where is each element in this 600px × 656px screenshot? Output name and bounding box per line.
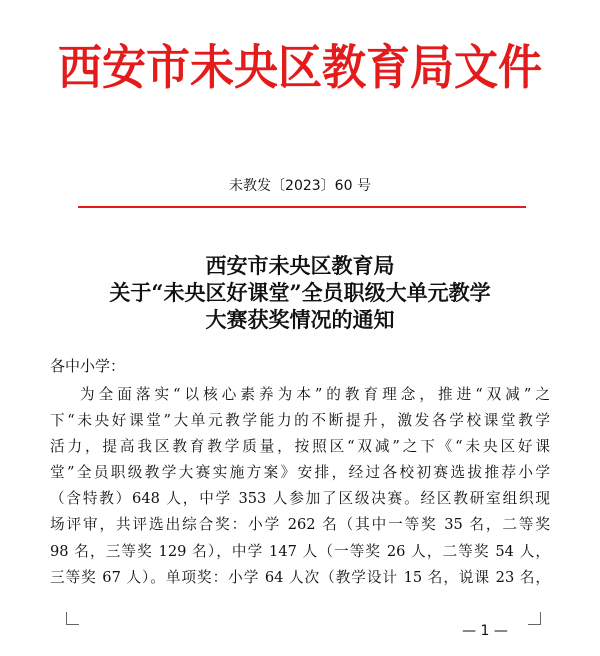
- body-line: 为全面落实“以核心素养为本”的教育理念，推进“双减”之: [80, 386, 550, 403]
- body-line: 三等奖 67 人）。单项奖：小学 64 人次（教学设计 15 名，说课 23 名，: [50, 568, 550, 586]
- title-line-2: 关于“未央区好课堂”全员职级大单元教学: [109, 280, 491, 305]
- document-number: 未教发〔2023〕60 号: [229, 178, 371, 194]
- body-line: 堂”全员职级教学大赛实施方案》安排，经过各校初赛选拔推荐小学: [50, 464, 550, 482]
- document-masthead: 西安市未央区教育局文件: [58, 40, 542, 96]
- body-line: 下“未央好课堂”大单元教学能力的不断提升，激发各学校课堂教学: [50, 412, 550, 430]
- body-line: （含特教）648 人，中学 353 人参加了区级决赛。经区教研室组织现: [50, 490, 550, 508]
- salutation: 各中小学：: [50, 357, 126, 375]
- margin-corner-mark-left: [66, 612, 79, 625]
- red-separator-line: [78, 206, 526, 208]
- page-number: — 1 —: [462, 623, 508, 639]
- body-line: 场评审，共评选出综合奖：小学 262 名（其中一等奖 35 名，二等奖: [50, 516, 550, 534]
- body-paragraph: [50, 382, 550, 591]
- title-line-1: 西安市未央区教育局: [205, 253, 395, 278]
- body-line: 98 名，三等奖 129 名），中学 147 人（一等奖 26 人，二等奖 54 人，: [50, 542, 550, 560]
- body-line: 活力，提高我区教育教学质量，按照区“双减”之下《“未央区好课: [50, 438, 550, 456]
- document-title: [0, 252, 600, 333]
- title-line-3: 大赛获奖情况的通知: [205, 307, 395, 332]
- margin-corner-mark-right: [528, 612, 541, 625]
